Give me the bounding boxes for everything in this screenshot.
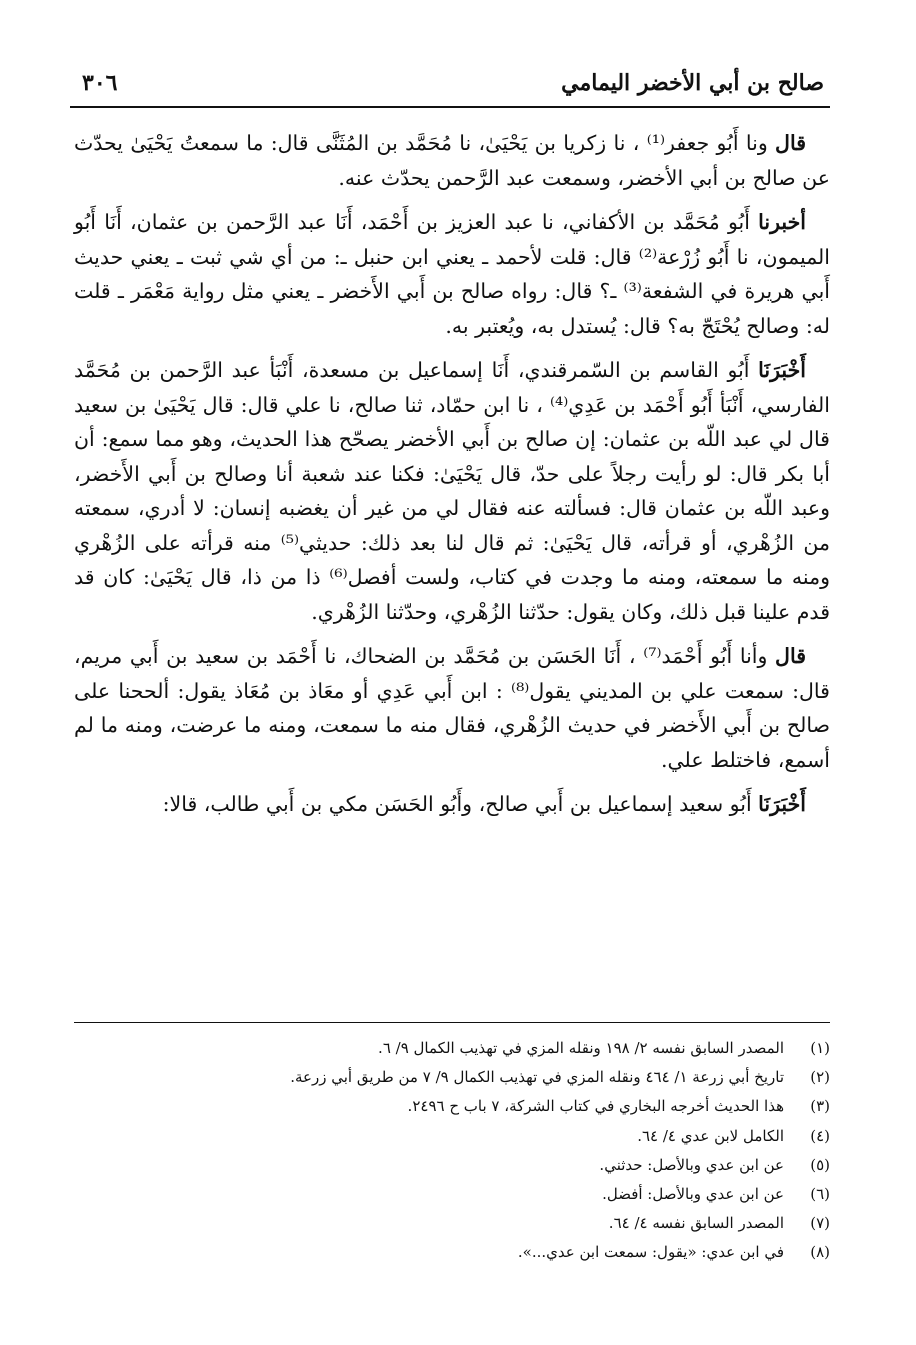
paragraph bbox=[74, 787, 830, 822]
paragraph bbox=[74, 353, 830, 629]
paragraph-lead-word: أخبرنا bbox=[758, 210, 806, 234]
footnote bbox=[120, 1238, 830, 1267]
footnote bbox=[120, 1151, 830, 1180]
footnote bbox=[120, 1034, 830, 1063]
footnote-text: المصدر السابق نفسه ٢/ ١٩٨ ونقله المزي في تهذيب الكمال ٩/ ٦. bbox=[378, 1039, 784, 1057]
footnote-text: في ابن عدي: «يقول: سمعت ابن عدي...». bbox=[517, 1243, 784, 1262]
running-title: صالح بن أبي الأخضر اليمامي bbox=[561, 70, 824, 96]
paragraph-text: أَبُو القاسم بن السّمرقندي، أَنَا إسماعيل بن مسعدة، أَنْبَأ عبد الرَّحمن بن مُحَمَّد الفارسي، أَنْبَأ أَبُو أَحْمَد بن عَدِي⁽⁴⁾ ، نا ابن حمّاد، ثنا صالح، نا علي قال: قال يَحْيَىٰ بن سعيد قال لي عبد اللّه بن عثمان: إن صالح بن أَبي الأخضر يصحّح هذا الحديث، وهو مما سمع: أن أبا بكر قال: لو رأيت رجلاً على حدّ، قال يَحْيَىٰ: فكنا عند شعبة أنا وصالح بن أَبي الأَخضر، وعبد اللّه بن عثمان قال: فسألته عنه فقال لي من غير أن يغضبه إنسان: لا أدري، سمعته من الزُهْري، أو قرأته، قال يَحْيَىٰ: ثم قال لنا بعد ذلك: حديثي⁽⁵⁾ منه قرأته على الزُهْري ومنه ما سمعته، ومنه ما وجدت في كتاب، ولست أفصل⁽⁶⁾ ذا من ذا، قال يَحْيَىٰ: كان قد قدم علينا قبل ذلك، وكان يقول: حدّثنا الزُهْري، وحدّثنا الزُهْري. bbox=[74, 358, 831, 624]
footnote-number: (٦) bbox=[810, 1185, 830, 1204]
footnote-text: تاريخ أبي زرعة ١/ ٤٦٤ ونقله المزي في تهذيب الكمال ٩/ ٧ من طريق أبي زرعة. bbox=[290, 1068, 784, 1087]
footnote bbox=[120, 1092, 830, 1121]
footnotes bbox=[120, 1034, 830, 1268]
paragraph-text: وأنا أَبُو أَحْمَد⁽⁷⁾ ، أَنَا الحَسَن بن مُحَمَّد بن الضحاك، نا أَحْمَد بن سعيد بن أَبي مريم، قال: سمعت علي بن المديني يقول⁽⁸⁾ : ابن أَبي عَدِي أو معَاذ بن مُعَاذ يقول: ألححنا على صالح بن أَبي الأَخضر في حديث الزُهْري، فقال منه ما سمعت، ومنه ما عرضت، ومنه ما لم أسمع، فاختلط علي. bbox=[74, 644, 830, 772]
footnote bbox=[120, 1063, 830, 1092]
footnote-text: الكامل لابن عدي ٤/ ٦٤. bbox=[637, 1126, 784, 1145]
footnote-text: المصدر السابق نفسه ٤/ ٦٤. bbox=[608, 1214, 784, 1233]
paragraph-lead-word: أَخْبَرَنَا bbox=[758, 792, 806, 816]
footnote bbox=[120, 1209, 830, 1238]
footnote-number: (٤) bbox=[810, 1126, 830, 1145]
footnote-number: (٧) bbox=[810, 1214, 830, 1233]
paragraph-text: ونا أَبُو جعفر⁽¹⁾ ، نا زكريا بن يَحْيَىٰ، نا مُحَمَّد بن المُثَنَّى قال: ما سمعتُ يَحْيَىٰ يحدّث عن صالح بن أبي الأخضر، وسمعت عبد الرَّحمن يحدّث عنه. bbox=[74, 131, 830, 190]
paragraph bbox=[74, 639, 830, 777]
footnote-text: عن ابن عدي وبالأصل: أفضل. bbox=[602, 1185, 784, 1204]
footnote bbox=[120, 1122, 830, 1151]
footnote bbox=[120, 1180, 830, 1209]
footnote-separator bbox=[74, 1022, 830, 1023]
footnote-number: (٢) bbox=[810, 1068, 830, 1087]
paragraph-text: أَبُو سعيد إسماعيل بن أَبي صالح، وأَبُو الحَسَن مكي بن أَبي طالب، قالا: bbox=[162, 792, 759, 816]
paragraph-lead-word: أَخْبَرَنَا bbox=[758, 358, 806, 382]
paragraph bbox=[74, 205, 830, 343]
paragraph-lead-word: قال bbox=[775, 644, 806, 668]
footnote-number: (٥) bbox=[810, 1155, 830, 1174]
footnote-number: (٣) bbox=[810, 1097, 830, 1116]
footnote-number: (١) bbox=[810, 1039, 830, 1057]
footnote-text: عن ابن عدي وبالأصل: حدثني. bbox=[599, 1155, 784, 1174]
footnote-number: (٨) bbox=[810, 1243, 830, 1262]
paragraph bbox=[74, 126, 830, 195]
page-number: ٣٠٦ bbox=[82, 70, 118, 96]
paragraph-text: أَبُو مُحَمَّد بن الأكفاني، نا عبد العزيز بن أَحْمَد، أَنَا عبد الرَّحمن بن عثمان، أَنَا أَبُو الميمون، نا أَبُو زُرْعة⁽²⁾ قال: قلت لأحمد ـ يعني ابن حنبل ـ: من أي شي ثبت ـ يعني حديث أَبي هريرة في الشفعة⁽³⁾ ـ؟ قال: رواه صالح بن أَبي الأَخضر ـ يعني مثل رواية مَعْمَر ـ قلت له: وصالح يُحْتَجّ به؟ قال: يُستدل به، ويُعتبر به. bbox=[74, 210, 830, 338]
paragraph-lead-word: قال bbox=[775, 131, 806, 155]
page-header bbox=[70, 62, 830, 108]
footnote-text: هذا الحديث أخرجه البخاري في كتاب الشركة، ٧ باب ح ٢٤٩٦. bbox=[407, 1097, 784, 1116]
main-text bbox=[74, 126, 830, 832]
